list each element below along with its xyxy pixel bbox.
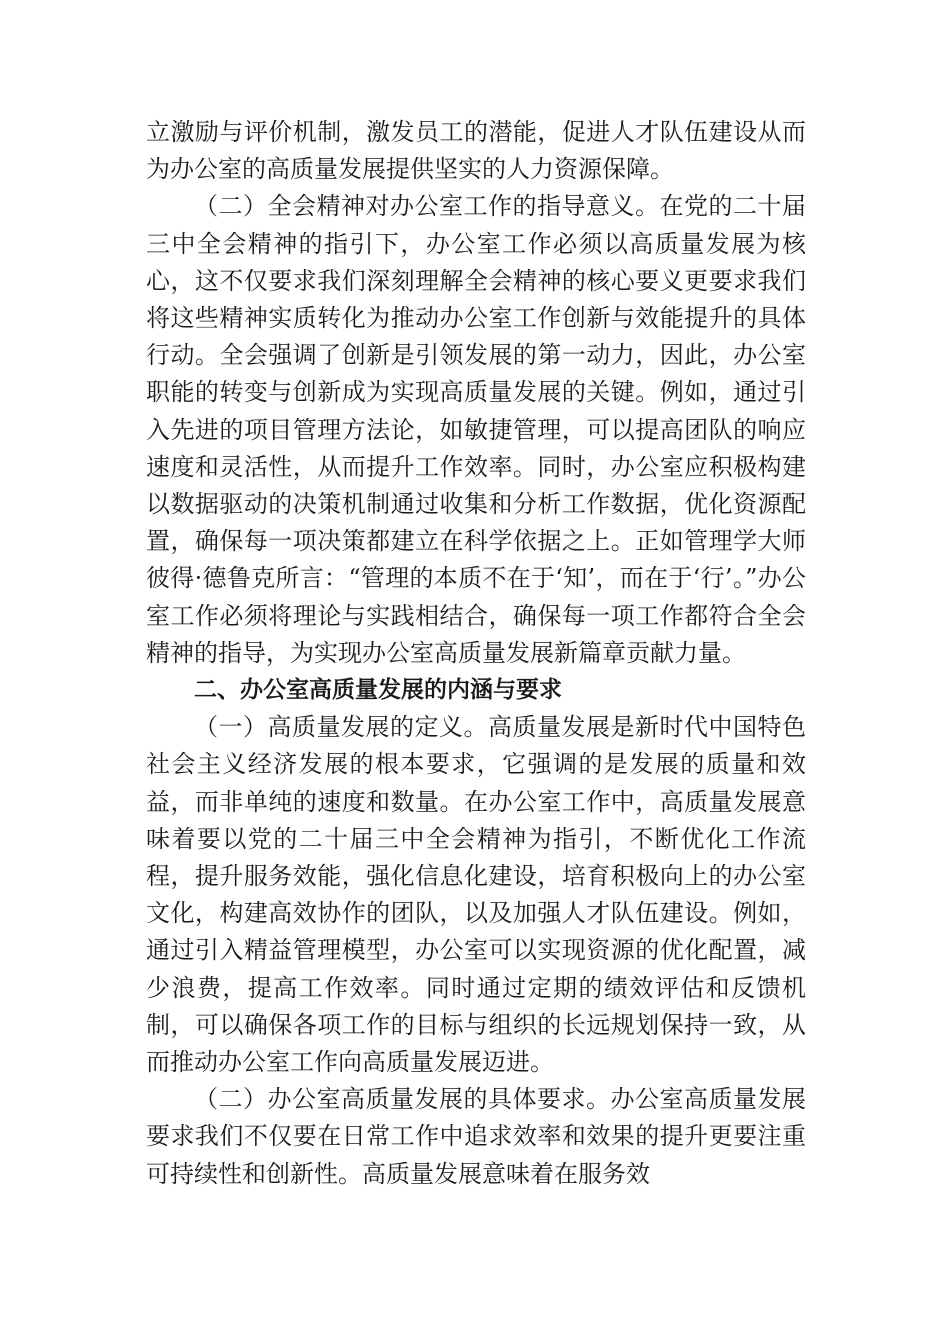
paragraph-specific-requirements: （二）办公室高质量发展的具体要求。办公室高质量发展要求我们不仅要在日常工作中追求效率和效果的提升更要注重可持续性和创新性。高质量发展意味着在服务效 xyxy=(146,1085,806,1188)
paragraph-continuation: 立激励与评价机制，激发员工的潜能，促进人才队伍建设从而为办公室的高质量发展提供坚实的人力资源保障。 xyxy=(146,118,806,184)
document-page xyxy=(146,114,806,1193)
section-heading: 二、办公室高质量发展的内涵与要求 xyxy=(194,677,562,704)
paragraph-definition: （一）高质量发展的定义。高质量发展是新时代中国特色社会主义经济发展的根本要求，它强调的是发展的质量和效益，而非单纯的速度和数量。在办公室工作中，高质量发展意味着要以党的二十届三中全会精神为指引，不断优化工作流程，提升服务效能，强化信息化建设，培育积极向上的办公室文化，构建高效协作的团队，以及加强人才队伍建设。例如，通过引入精益管理模型，办公室可以实现资源的优化配置，减少浪费，提高工作效率。同时通过定期的绩效评估和反馈机制，可以确保各项工作的目标与组织的长远规划保持一致，从而推动办公室工作向高质量发展迈进。 xyxy=(146,713,806,1077)
paragraph-guidance-significance: （二）全会精神对办公室工作的指导意义。在党的二十届三中全会精神的指引下，办公室工作必须以高质量发展为核心，这不仅要求我们深刻理解全会精神的核心要义更要求我们将这些精神实质转化为推动办公室工作创新与效能提升的具体行动。全会强调了创新是引领发展的第一动力，因此，办公室职能的转变与创新成为实现高质量发展的关键。例如，通过引入先进的项目管理方法论，如敏捷管理，可以提高团队的响应速度和灵活性，从而提升工作效率。同时，办公室应积极构建以数据驱动的决策机制通过收集和分析工作数据，优化资源配置，确保每一项决策都建立在科学依据之上。正如管理学大师彼得·德鲁克所言：“管理的本质不在于‘知’，而在于‘行’。”办公室工作必须将理论与实践相结合，确保每一项工作都符合全会精神的指导，为实现办公室高质量发展新篇章贡献力量。 xyxy=(146,192,806,667)
